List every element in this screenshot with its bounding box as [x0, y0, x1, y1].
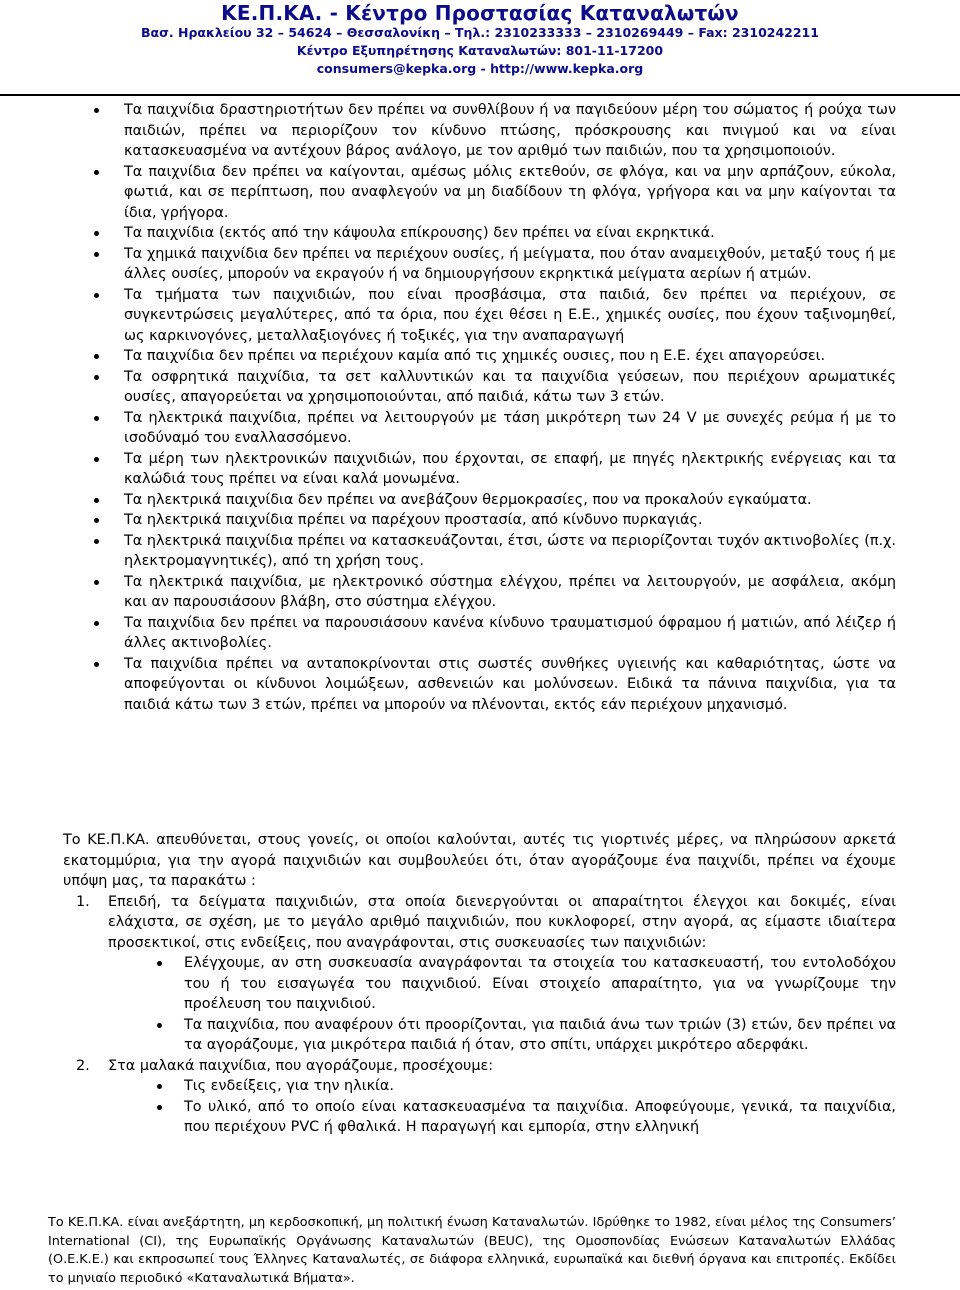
bullet-icon [94, 539, 99, 544]
bullet-icon [157, 1084, 162, 1089]
list-item: Τα τμήματα των παιχνιδιών, που είναι προσβάσιμα, στα παιδιά, δεν πρέπει να περιέχουν, σε συγκεντρώσεις μεγαλύτερες, από τα όρια, που έχει θέσει η Ε.Ε., χημικές ουσίες, που έχουν ταξινομηθεί, ως καρκινογόνες, μεταλλαξιογόνες ή τοξικές, για την αναπαραγωγή [92, 285, 896, 347]
numbered-item [63, 1056, 896, 1138]
list-item: Τα οσφρητικά παιχνίδια, τα σετ καλλυντικών και τα παιχνίδια γεύσεων, που περιέχουν αρωματικές ουσίες, απαγορεύεται να χρησιμοποιούνται, από παιδιά, κάτω των 3 ετών. [92, 367, 896, 408]
sub-list [108, 1076, 896, 1138]
sub-item: Ελέγχουμε, αν στη συσκευασία αναγράφονται τα στοιχεία του κατασκευαστή, του εντολοδόχου του ή του εισαγωγέα του παιχνιδιού. Είναι στοιχείο απαραίτητο, για να γνωρίζουμε την προέλευση του παιχνιδιού. [108, 953, 896, 1015]
sub-item: Το υλικό, από το οποίο είναι κατασκευασμένα τα παιχνίδια. Αποφεύγουμε, γενικά, τα παιχνίδια, που περιέχουν PVC ή φθαλικά. Η παραγωγή και εμπορία, στην ελληνική [108, 1097, 896, 1138]
safety-requirements-list [92, 100, 896, 715]
list-item: Τα ηλεκτρικά παιχνίδια πρέπει να παρέχουν προστασία, από κίνδυνο πυρκαγιάς. [92, 510, 896, 531]
bullet-icon [94, 252, 99, 257]
list-item: Τα ηλεκτρικά παιχνίδια δεν πρέπει να ανεβάζουν θερμοκρασίες, που να προκαλούν εγκαύματα. [92, 490, 896, 511]
item-text: Επειδή, τα δείγματα παιχνιδιών, στα οποία διενεργούνται οι απαραίτητοι έλεγχοι και δοκιμές, είναι ελάχιστα, σε σχέση, με το μεγάλο αριθμό παιχνιδιών, που κυκλοφορεί, στην αγορά, ας είμαστε ιδιαίτερα προσεκτικοί, στις ενδείξεις, που αναγράφονται, στις συσκευασίες των παιχνιδιών: [108, 893, 896, 951]
bullet-icon [94, 621, 99, 626]
list-item: Τα ηλεκτρικά παιχνίδια πρέπει να κατασκευάζονται, έτσι, ώστε να περιορίζονται τυχόν ακτινοβολίες (π.χ. ηλεκτρομαγνητικές), από τη χρήση τους. [92, 531, 896, 572]
list-item: Τα ηλεκτρικά παιχνίδια, με ηλεκτρονικό σύστημα ελέγχου, πρέπει να λειτουργούν, με ασφάλεια, ακόμη και αν παρουσιάσουν βλάβη, στο σύστημα ελέγχου. [92, 572, 896, 613]
bullet-icon [94, 457, 99, 462]
advice-section [63, 830, 896, 1138]
bullet-icon [157, 961, 162, 966]
bullet-icon [94, 170, 99, 175]
bullet-icon [94, 354, 99, 359]
address-line: Βασ. Ηρακλείου 32 – 54624 – Θεσσαλονίκη – Τηλ.: 2310233333 – 2310269449 – Fax: 2310242211 [141, 25, 819, 40]
list-item: Τα χημικά παιχνίδια δεν πρέπει να περιέχουν ουσίες, ή μείγματα, που όταν αναμειχθούν, μεταξύ τους ή με άλλες ουσίες, μπορούν να εκραγούν ή να δημιουργήσουν εκρηκτικά μείγματα αερίων ή ατμών. [92, 244, 896, 285]
sub-list [108, 953, 896, 1056]
footer-note: Το ΚΕ.Π.ΚΑ. είναι ανεξάρτητη, μη κερδοσκοπική, μη πολιτική ένωση Καταναλωτών. Ιδρύθηκε το 1982, είναι μέλος της Consumers’ International (CI), της Ευρωπαϊκής Οργάνωσης Καταναλωτών (BEUC), της Ομοσπονδίας Ενώσεων Καταναλωτών Ελλάδας (Ο.Ε.Κ.Ε.) και εκπροσωπεί τους Έλληνες Καταναλωτές, σε διάφορα ελληνικά, ευρωπαϊκά και διεθνή όργανα και επιτροπές. Εκδίδει το μηνιαίο περιοδικό «Καταναλωτικά Βήματα». [48, 1215, 896, 1286]
bullet-icon [157, 1023, 162, 1028]
list-item: Τα παιχνίδια πρέπει να ανταποκρίνονται στις σωστές συνθήκες υγιεινής και καθαριότητας, ώστε να αποφεύγονται οι κίνδυνοι λοιμώξεων, ασθενειών και μολύνσεων. Ειδικά τα πάνινα παιχνίδια, για τα παιδιά κάτω των 3 ετών, πρέπει να μπορούν να πλένονται, εκτός εάν περιέχουν μηχανισμό. [92, 654, 896, 716]
list-item: Τα μέρη των ηλεκτρονικών παιχνιδιών, που έρχονται, σε επαφή, με πηγές ηλεκτρικής ενέργειας και τα καλώδιά τους πρέπει να είναι καλά μονωμένα. [92, 449, 896, 490]
item-number: 2. [76, 1057, 90, 1074]
list-item: Τα ηλεκτρικά παιχνίδια, πρέπει να λειτουργούν με τάση μικρότερη των 24 V με συνεχές ρεύμα ή με το ισοδύναμό του εναλλασσόμενο. [92, 408, 896, 449]
list-item: Τα παιχνίδια δραστηριοτήτων δεν πρέπει να συνθλίβουν ή να παγιδεύουν μέρη του σώματος ή ρούχα των παιδιών, πρέπει να περιορίζουν τον κίνδυνο πτώσης, πρόσκρουσης και πνιγμού και να είναι κατασκευασμένα να αντέχουν βάρος ανάλογο, με τον αριθμό των παιδιών, που τα χρησιμοποιούν. [92, 100, 896, 162]
service-line: Κέντρο Εξυπηρέτησης Καταναλωτών: 801-11-17200 [296, 43, 664, 58]
bullet-icon [94, 375, 99, 380]
intro-paragraph: Το ΚΕ.Π.ΚΑ. απευθύνεται, στους γονείς, οι οποίοι καλούνται, αυτές τις γιορτινές μέρες, να πληρώσουν αρκετά εκατομμύρια, για την αγορά παιχνιδιών και συμβουλεύει ότι, όταν αγοράζουμε ένα παιχνίδι, πρέπει να έχουμε υπόψη μας, τα παρακάτω : [63, 832, 896, 889]
sub-item: Τα παιχνίδια, που αναφέρουν ότι προορίζονται, για παιδιά άνω των τριών (3) ετών, δεν πρέπει να τα αγοράζουμε, για μικρότερα παιδιά ή όταν, στο σπίτι, υπάρχει μικρότερο αδερφάκι. [108, 1015, 896, 1056]
list-item: Τα παιχνίδια δεν πρέπει να περιέχουν καμία από τις χημικές ουσιες, που η Ε.Ε. έχει απαγορεύσει. [92, 346, 896, 367]
item-text: Στα μαλακά παιχνίδια, που αγοράζουμε, προσέχουμε: [108, 1057, 494, 1074]
header-divider [0, 94, 960, 96]
list-item: Τα παιχνίδια δεν πρέπει να παρουσιάσουν κανένα κίνδυνο τραυματισμού όφραμου ή ματιών, από λέιζερ ή άλλες ακτινοβολίες. [92, 613, 896, 654]
bullet-icon [94, 293, 99, 298]
bullet-icon [94, 662, 99, 667]
bullet-icon [157, 1105, 162, 1110]
numbered-item [63, 892, 896, 1056]
contact-line: consumers@kepka.org - http://www.kepka.org [316, 61, 644, 76]
list-item: Τα παιχνίδια (εκτός από την κάψουλα επίκρουσης) δεν πρέπει να είναι εκρηκτικά. [92, 223, 896, 244]
bullet-icon [94, 108, 99, 113]
advice-numbered-list [63, 892, 896, 1138]
organization-title: ΚΕ.Π.ΚΑ. - Κέντρο Προστασίας Καταναλωτών [221, 1, 739, 25]
bullet-icon [94, 518, 99, 523]
sub-item: Τις ενδείξεις, για την ηλικία. [108, 1076, 896, 1097]
bullet-icon [94, 231, 99, 236]
bullet-icon [94, 498, 99, 503]
item-number: 1. [76, 893, 90, 910]
letterhead [0, 0, 960, 96]
bullet-icon [94, 580, 99, 585]
bullet-icon [94, 416, 99, 421]
list-item: Τα παιχνίδια δεν πρέπει να καίγονται, αμέσως μόλις εκτεθούν, σε φλόγα, και να μην αρπάζουν, εύκολα, φωτιά, και σε περίπτωση, που αναφλεγούν να μη διαδίδουν τη φλόγα, γρήγορα και να μην καίγονται τα ίδια, γρήγορα. [92, 162, 896, 224]
